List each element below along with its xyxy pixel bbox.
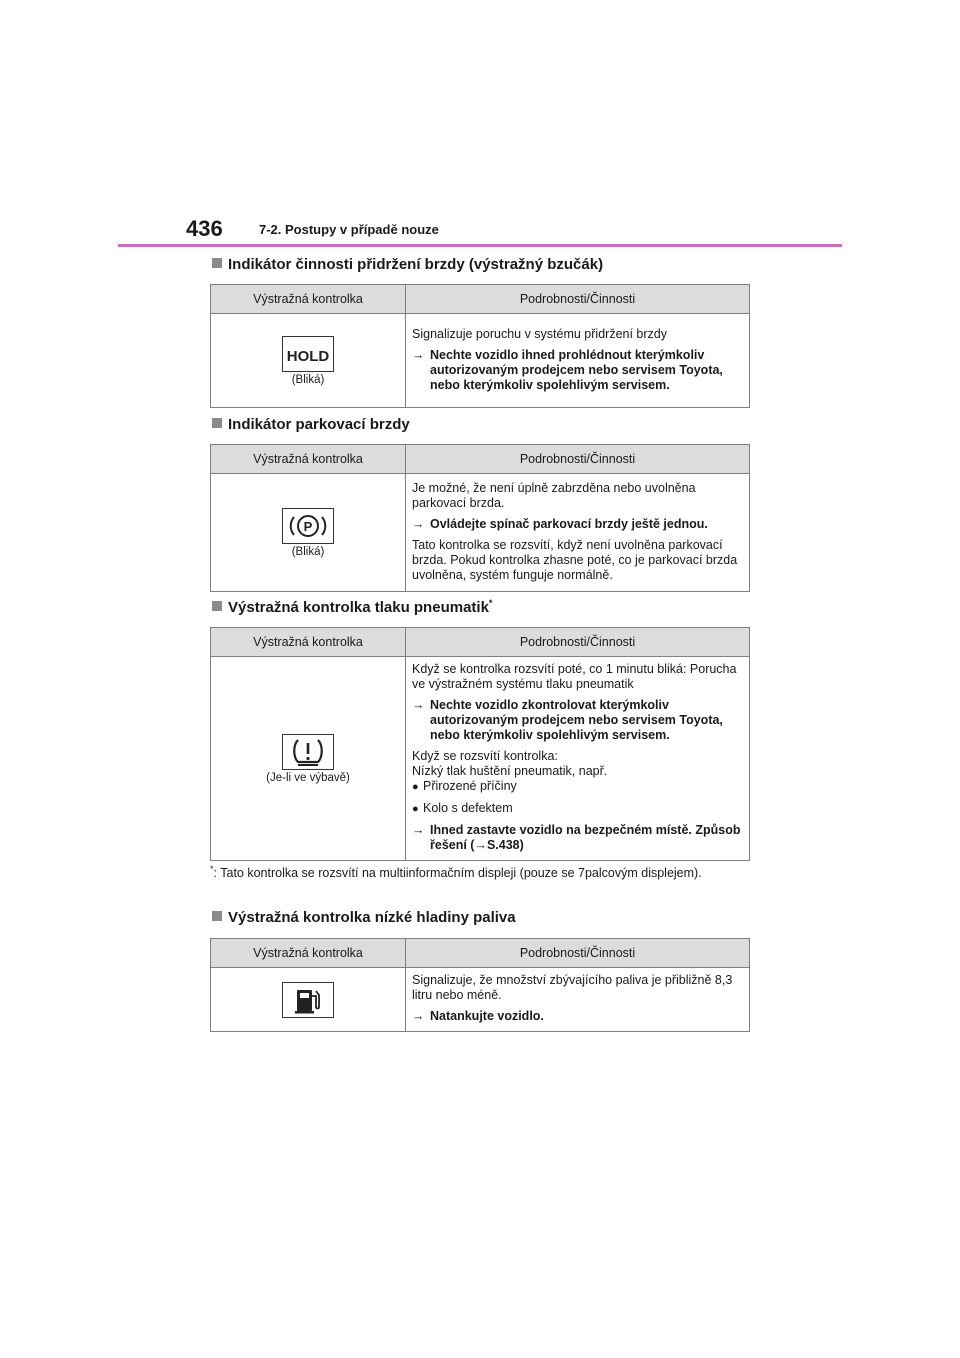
parking-brake-icon xyxy=(282,508,334,544)
arrow-icon: → xyxy=(412,347,425,362)
detail-text: Když se rozsvítí kontrolka: Nízký tlak huštění pneumatik, např. xyxy=(412,749,608,778)
detail-text: Když se kontrolka rozsvítí poté, co 1 minutu bliká: Porucha ve výstražném systému tlaku pneumatik xyxy=(412,662,737,691)
warning-light-cell xyxy=(211,474,406,592)
section-square-icon xyxy=(212,258,222,268)
table-tire xyxy=(210,627,750,861)
details-cell xyxy=(406,474,750,592)
warning-light-cell xyxy=(211,657,406,861)
column-header-warning: Výstražná kontrolka xyxy=(211,939,406,968)
column-header-details: Podrobnosti/Činnosti xyxy=(406,628,750,657)
column-header-details: Podrobnosti/Činnosti xyxy=(406,939,750,968)
header-rule xyxy=(118,244,842,247)
arrow-icon: → xyxy=(412,698,425,712)
detail-text: Signalizuje, že množství zbývajícího paliva je přibližně 8,3 litru nebo méně. xyxy=(412,973,733,1002)
lamp-caption: (Bliká) xyxy=(291,373,325,386)
footnote-mark: * xyxy=(488,598,493,608)
action-text: → Ihned zastavte vozidlo na bezpečném místě. Způsob řešení (→S.438) xyxy=(412,823,741,852)
footnote: *: Tato kontrolka se rozsvítí na multiinformačním displeji (pouze se 7palcovým displejem). xyxy=(210,864,702,881)
bullet-icon: ● xyxy=(412,781,419,793)
details-cell xyxy=(406,968,750,1032)
warning-light-cell xyxy=(211,968,406,1032)
bullet-icon: ● xyxy=(412,803,419,815)
table-fuel xyxy=(210,938,750,1032)
table-parking xyxy=(210,444,750,592)
section-square-icon xyxy=(212,601,222,611)
action-text: → Ovládejte spínač parkovací brzdy ještě jednou. xyxy=(412,516,708,531)
column-header-warning: Výstražná kontrolka xyxy=(211,285,406,314)
column-header-details: Podrobnosti/Činnosti xyxy=(406,445,750,474)
hold-icon xyxy=(282,336,334,372)
section-square-icon xyxy=(212,418,222,428)
lamp-caption: (Bliká) xyxy=(291,545,325,558)
fuel-icon xyxy=(282,982,334,1018)
warning-light-cell xyxy=(211,314,406,408)
details-cell xyxy=(406,314,750,408)
section-title-hold: Indikátor činnosti přidržení brzdy (výstražný bzučák) xyxy=(212,256,603,273)
column-header-warning: Výstražná kontrolka xyxy=(211,628,406,657)
action-text: → Natankujte vozidlo. xyxy=(412,1009,544,1023)
tire-pressure-icon xyxy=(282,734,334,770)
section-title-parking: Indikátor parkovací brzdy xyxy=(212,416,410,433)
section-title-tire: Výstražná kontrolka tlaku pneumatik* xyxy=(212,598,492,616)
lamp-caption: (Je-li ve výbavě) xyxy=(266,771,350,784)
detail-text: Signalizuje poruchu v systému přidržení brzdy xyxy=(412,326,667,341)
page-reference: S.438 xyxy=(486,838,520,852)
detail-text: Je možné, že není úplně zabrzděna nebo uvolněna parkovací brzda. xyxy=(412,480,696,510)
section-square-icon xyxy=(212,911,222,921)
column-header-details: Podrobnosti/Činnosti xyxy=(406,285,750,314)
list-item: ● Kolo s defektem xyxy=(412,801,513,815)
column-header-warning: Výstražná kontrolka xyxy=(211,445,406,474)
chapter-title: 7-2. Postupy v případě nouze xyxy=(259,222,439,237)
arrow-icon: → xyxy=(412,1009,425,1023)
hold-icon-text: HOLD xyxy=(286,347,330,365)
table-hold xyxy=(210,284,750,408)
section-title-fuel: Výstražná kontrolka nízké hladiny paliva xyxy=(212,909,516,926)
arrow-icon: → xyxy=(412,516,425,531)
detail-text: Tato kontrolka se rozsvítí, když není uvolněna parkovací brzda. Pokud kontrolka zhasne poté, co je parkovací brzda uvolněna, systém funguje normálně. xyxy=(412,537,738,582)
action-text: → Nechte vozidlo ihned prohlédnout kterýmkoliv autorizovaným prodejcem nebo servisem Toyota, nebo kterýmkoliv spolehlivým servisem. xyxy=(412,347,723,392)
list-item: ● Přirozené příčiny xyxy=(412,779,517,793)
footnote-mark: * xyxy=(210,864,214,874)
arrow-icon: → xyxy=(474,838,487,852)
page-number: 436 xyxy=(186,216,223,241)
details-cell xyxy=(406,657,750,861)
action-text: → Nechte vozidlo zkontrolovat kterýmkoliv autorizovaným prodejcem nebo servisem Toyota, nebo kterýmkoliv spolehlivým servisem. xyxy=(412,698,723,742)
arrow-icon: → xyxy=(412,823,425,837)
svg-text:P: P xyxy=(303,518,313,534)
